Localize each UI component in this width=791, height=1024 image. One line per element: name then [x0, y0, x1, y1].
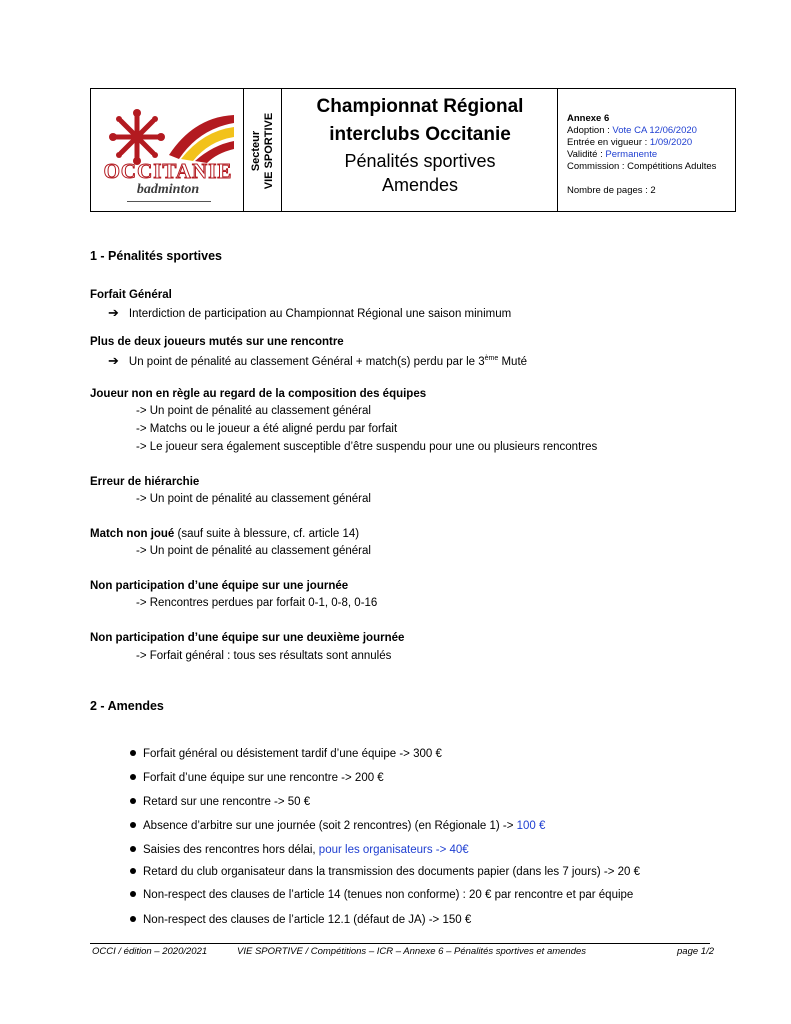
sector-cell [244, 89, 282, 211]
match-item: -> Un point de pénalité au classement général [136, 545, 371, 557]
adoption-line: Adoption : Vote CA 12/06/2020 [567, 125, 697, 136]
pages-line: Nombre de pages : 2 [567, 185, 656, 196]
occitanie-cross-logo [99, 107, 239, 167]
title-cell [282, 89, 558, 211]
subtitle-line1: Pénalités sportives [344, 151, 496, 171]
nonpart-item: -> Rencontres perdues par forfait 0-1, 0-8, 0-16 [136, 597, 378, 609]
logo-word: OCCITANIE [103, 159, 233, 183]
section1-title: 1 - Pénalités sportives [90, 249, 223, 263]
erreur-title: Erreur de hiérarchie [90, 476, 200, 488]
sector-line1: Secteur [250, 130, 262, 172]
bullet-icon [130, 822, 136, 828]
amende-item-4: Absence d’arbitre sur une journée (soit 2 rencontres) (en Régionale 1) -> 100 € [130, 820, 545, 832]
entry-line: Entrée en vigueur : 1/09/2020 [567, 137, 693, 148]
meta-cell [558, 89, 735, 211]
footer-page-number: page 1/2 [677, 946, 714, 957]
bullet-icon [130, 916, 136, 922]
sector-line2: VIE SPORTIVE [263, 112, 275, 190]
right-arrow-icon: ➔ [108, 353, 119, 368]
header-table [90, 88, 736, 212]
validity-line: Validité : Permanente [567, 149, 658, 160]
nonpart2-title: Non participation d’une équipe sur une deuxième journée [90, 632, 405, 644]
section2-title: 2 - Amendes [90, 699, 164, 713]
footer-rule [90, 943, 710, 944]
title-line2: interclubs Occitanie [329, 124, 511, 145]
logo-underline [127, 201, 211, 202]
bullet-icon [130, 846, 136, 852]
bullet-icon [130, 750, 136, 756]
nonpart-title: Non participation d’une équipe sur une journée [90, 580, 349, 592]
match-title: Match non joué (sauf suite à blessure, cf. article 14) [90, 528, 360, 540]
nonpart2-item: -> Forfait général : tous ses résultats sont annulés [136, 650, 392, 662]
bullet-icon [130, 774, 136, 780]
footer-left: OCCI / édition – 2020/2021 [92, 946, 208, 957]
mutes-item: ➔ Un point de pénalité au classement Général + match(s) perdu par le 3ème Muté [108, 353, 528, 368]
mutes-title: Plus de deux joueurs mutés sur une rencontre [90, 336, 344, 348]
logo-subtitle: badminton [136, 182, 200, 197]
commission-line: Commission : Compétitions Adultes [567, 161, 717, 172]
amende-item-7: Non-respect des clauses de l’article 14 (tenues non conforme) : 20 € par rencontre et par équipe [130, 889, 633, 901]
joueur-item-2: -> Matchs ou le joueur a été aligné perdu par forfait [136, 423, 398, 435]
title-line1: Championnat Régional [316, 96, 524, 117]
bullet-icon [130, 868, 136, 874]
erreur-item: -> Un point de pénalité au classement général [136, 493, 371, 505]
joueur-title: Joueur non en règle au regard de la composition des équipes [90, 388, 427, 400]
subtitle-line2: Amendes [381, 175, 459, 195]
sector-label [250, 113, 276, 189]
amende-item-1: Forfait général ou désistement tardif d’une équipe -> 300 € [130, 748, 442, 760]
forfait-title: Forfait Général [90, 289, 172, 301]
joueur-item-3: -> Le joueur sera également susceptible d’être suspendu pour une ou plusieurs rencontres [136, 441, 598, 453]
joueur-item-1: -> Un point de pénalité au classement général [136, 405, 371, 417]
amende-item-3: Retard sur une rencontre -> 50 € [130, 796, 310, 808]
bullet-icon [130, 891, 136, 897]
bullet-icon [130, 798, 136, 804]
right-arrow-icon: ➔ [108, 305, 119, 320]
forfait-item: ➔ Interdiction de participation au Championnat Régional une saison minimum [108, 305, 512, 320]
amende-item-8: Non-respect des clauses de l’article 12.1 (défaut de JA) -> 150 € [130, 914, 471, 926]
footer-middle: VIE SPORTIVE / Compétitions – ICR – Annexe 6 – Pénalités sportives et amendes [237, 946, 587, 957]
amende-item-6: Retard du club organisateur dans la transmission des documents papier (dans les 7 jours) -> 20 € [130, 866, 640, 878]
logo-cell [91, 89, 244, 211]
amende-item-5: Saisies des rencontres hors délai, pour les organisateurs -> 40€ [130, 844, 469, 856]
annex-label: Annexe 6 [567, 113, 610, 124]
amende-item-2: Forfait d’une équipe sur une rencontre -> 200 € [130, 772, 384, 784]
